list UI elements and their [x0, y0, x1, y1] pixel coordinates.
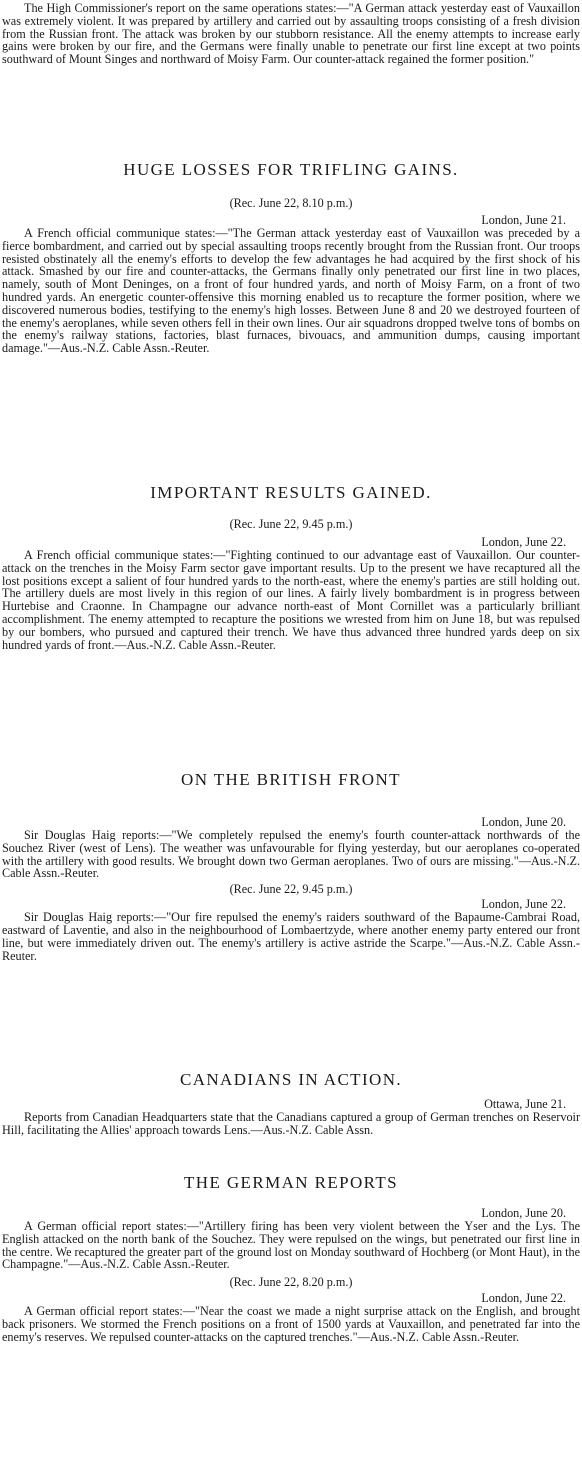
article-canadians — [2, 1070, 580, 1137]
intro-section — [2, 2, 580, 66]
received-time: (Rec. June 22, 9.45 p.m.) — [229, 882, 353, 897]
headline: THE GERMAN REPORTS — [183, 1173, 399, 1192]
headline: ON THE BRITISH FRONT — [181, 770, 401, 789]
received-time: (Rec. June 22, 9.45 p.m.) — [229, 517, 353, 531]
dateline: Ottawa, June 21. — [484, 1097, 566, 1111]
article-paragraph: A German official report states:—"Artillery firing has been very violent between the Yser and the Lys. The English attacked on the north bank of the Souchez. They were repulsed on the wings, but penetrated our first line in the centre. We recaptured the greater part of the ground lost on Monday southward of Hochberg (or Mont Haut), in the Champagne."—Aus.-N.Z. Cable Assn.-Reuter. — [2, 1219, 580, 1272]
dateline: London, June 22. — [481, 535, 566, 549]
article-german-reports — [2, 1173, 580, 1344]
intro-paragraph: The High Commissioner's report on the same operations states:—"A German attack yesterday east of Vauxaillon was extremely violent. It was prepared by artillery and carried out by assaulting troops consisting of a fresh division from the Russian front. The attack was broken by our stubborn resistance. All the enemy attempts to increase early gains were broken by our fire, and the Germans were finally unable to penetrate our first line except at two points southward of Mount Singes and northward of Moisy Farm. Our counter-attack regained the former position." — [2, 1, 580, 67]
article-paragraph: Reports from Canadian Headquarters state that the Canadians captured a group of German trenches on Reservoir Hill, facilitating the Allies' approach towards Lens.—Aus.-N.Z. Cable Assn. — [2, 1110, 580, 1137]
dateline: London, June 20. — [481, 1206, 566, 1220]
article-british-front — [2, 770, 580, 962]
article-paragraph: Sir Douglas Haig reports:—"Our fire repulsed the enemy's raiders southward of the Bapaume-Cambrai Road, eastward of Laventie, and also in the neighbourhood of Lombaertzyde, where another enemy party entered our front line, but were immediately driven out. The enemy's artillery is active astride the Scarpe."—Aus.-N.Z. Cable Assn.-Reuter. — [2, 910, 580, 963]
article-paragraph: Sir Douglas Haig reports:—"We completely repulsed the enemy's fourth counter-attack northwards of the Souchez River (west of Lens). The weather was unfavourable for flying yesterday, but our aeroplanes co-operated with the artillery with good results. We brought down two German aeroplanes. Two of ours are missing."—Aus.-N.Z. Cable Assn.-Reuter. — [2, 828, 580, 881]
dateline: London, June 22. — [481, 1291, 566, 1306]
dateline: London, June 22. — [481, 897, 566, 912]
dateline: London, June 20. — [481, 815, 566, 829]
article-important-results — [2, 483, 580, 651]
received-time: (Rec. June 22, 8.20 p.m.) — [229, 1275, 353, 1290]
article-paragraph: A French official communique states:—"Fighting continued to our advantage east of Vauxaillon. Our counter-attack on the trenches in the Moisy Farm sector gave important results. Up to the present we have recaptured all the lost positions except a salient of four hundred yards to the north-east, where the enemy's parties are still holding out. The artillery duels are most lively in this region of our lines. A fairly lively bombardment is in progress between Hurtebise and Craonne. In Champagne our advance north-east of Mont Cornillet was a particularly brilliant accomplishment. The enemy attempted to recapture the positions we wrested from him on June 18, but was repulsed by our bombers, who pursued and captured their trench. We have thus advanced three hundred yards deep on six hundred yards of front.—Aus.-N.Z. Cable Assn.-Reuter. — [2, 548, 580, 652]
headline: CANADIANS IN ACTION. — [179, 1070, 403, 1089]
dateline: London, June 21. — [481, 213, 566, 227]
received-time: (Rec. June 22, 8.10 p.m.) — [229, 196, 353, 210]
article-huge-losses — [2, 160, 580, 355]
headline: IMPORTANT RESULTS GAINED. — [150, 483, 432, 502]
article-paragraph: A German official report states:—"Near the coast we made a night surprise attack on the English, and brought back prisoners. We stormed the French positions on a front of 1500 yards at Vauxaillon, and penetrated far into the enemy's reserves. We repulsed counter-attacks on the captured trenches."—Aus.-N.Z. Cable Assn.-Reuter. — [2, 1304, 580, 1344]
article-paragraph: A French official communique states:—"The German attack yesterday east of Vauxaillon was preceded by a fierce bombardment, and carried out by special assaulting troops recently brought from the Russian front. Our troops resisted obstinately all the enemy's efforts to develop the few advantages he had acquired by the first shock of his attack. Smashed by our fire and counter-attacks, the Germans finally only penetrated our first line in two places, namely, south of Mont Deninges, on a front of four hundred yards, and north of Moisy Farm, on a front of two hundred yards. An energetic counter-offensive this morning enabled us to recapture the former position, where we discovered numerous bodies, testifying to the enemy's high losses. Between June 8 and 20 we destroyed fourteen of the enemy's aeroplanes, while seven others fell in their own lines. Our air squadrons dropped twelve tons of bombs on the enemy's railway stations, factories, blast furnaces, bivouacs, and ammunition dumps, causing important damage."—Aus.-N.Z. Cable Assn.-Reuter. — [2, 226, 580, 356]
headline: HUGE LOSSES FOR TRIFLING GAINS. — [123, 160, 459, 179]
